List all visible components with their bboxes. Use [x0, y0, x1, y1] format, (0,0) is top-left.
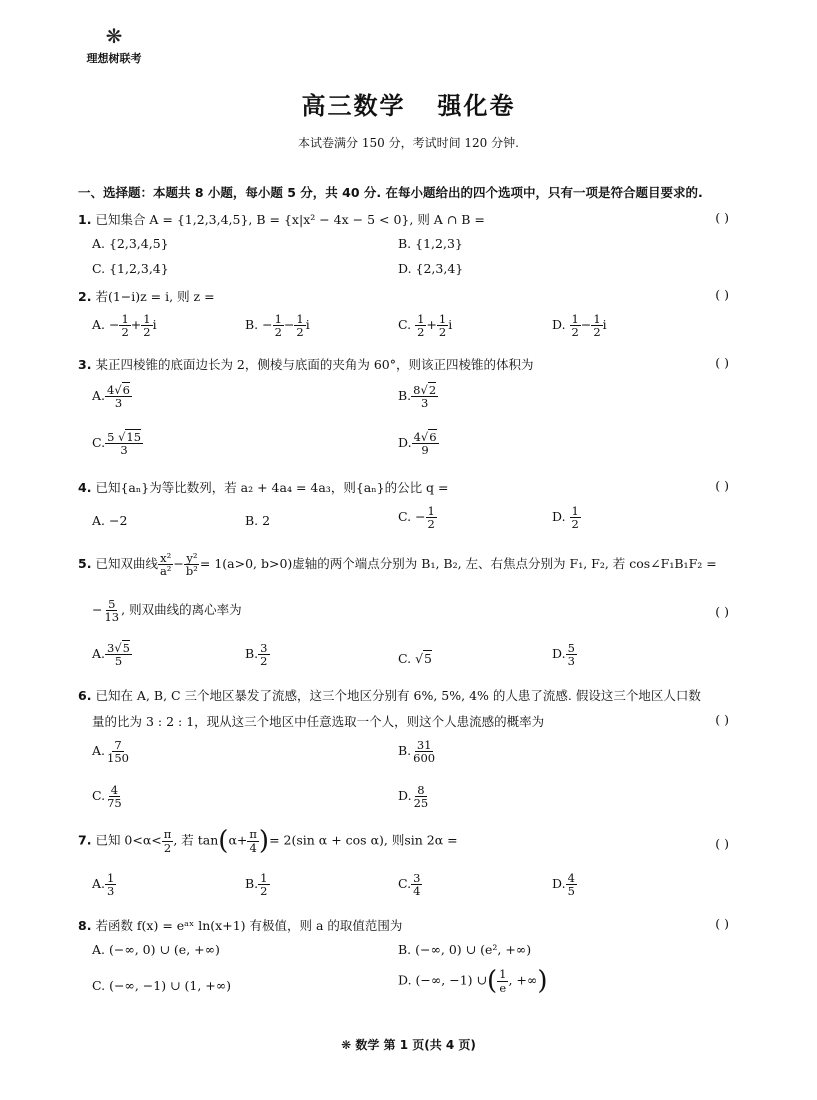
- question-5: 5. 已知双曲线 $\frac{\text{x²}}{\text{a²}}$ − $\frac{\text{y²}}{\text{b²}}$ = 1(a>0, b>0)虚轴的两个端点分别为 B₁, B₂, 左、右焦点分别为 F₁, F₂, 若 cos∠F₁B₁F₂ =: [78, 551, 717, 579]
- option-d: D. $\frac{8}{25}$: [398, 783, 429, 811]
- option-a: A. $\frac{7}{150}$: [92, 738, 129, 766]
- option-b: B. 2: [245, 513, 271, 528]
- option-a: A. $\frac{1}{3}$: [92, 871, 115, 899]
- org-name: 理想树联考: [86, 52, 142, 65]
- answer-bracket: ( ): [715, 355, 729, 370]
- answer-bracket: ( ): [715, 916, 729, 931]
- question-5-line-2: − $\frac{5}{13}$ , 则双曲线的离心率为: [92, 597, 242, 625]
- option-d: D. $\frac{5}{3}$: [552, 641, 575, 669]
- question-7: 7. 已知 0<α< $\frac{\pi}{2}$ , 若 tan(α+ $\frac{\pi}{4}$ )= 2(sin α + cos α), 则sin 2α =: [78, 826, 458, 856]
- option-c: C. $\frac{3}{4}$: [398, 871, 421, 899]
- option-b: B. $\frac{3}{2}$: [245, 641, 268, 669]
- question-text: 若(1−i)z = i, 则 z =: [95, 289, 215, 304]
- option-c: C. √5: [398, 651, 432, 666]
- option-b: B. $\frac{8√2}{3}$: [398, 383, 437, 411]
- question-3: [78, 355, 534, 373]
- option-d: D. $\frac{1}{2}$ − $\frac{1}{2}$ i: [552, 312, 607, 340]
- answer-bracket: ( ): [715, 478, 729, 493]
- option-b: B. $\frac{1}{2}$: [245, 871, 268, 899]
- title-type: 强化卷: [437, 91, 516, 120]
- question-number: 7.: [78, 832, 92, 848]
- option-d: D. $\frac{1}{2}$: [552, 504, 579, 532]
- logo: [78, 26, 150, 66]
- option-b: B. (−∞, 0) ∪ (e², +∞): [398, 942, 532, 957]
- question-8: [78, 916, 402, 934]
- option-c: C. − $\frac{1}{2}$: [398, 504, 435, 532]
- answer-bracket: ( ): [715, 287, 729, 302]
- question-number: 1.: [78, 212, 92, 227]
- option-a: A. (−∞, 0) ∪ (e, +∞): [92, 942, 220, 957]
- page-footer: [0, 1036, 817, 1053]
- question-1: [78, 210, 485, 228]
- page-number: 数学 第 1 页(共 4 页): [355, 1038, 476, 1052]
- option-b: B. {1,2,3}: [398, 236, 463, 251]
- tree-footer-icon: ❋: [341, 1038, 352, 1052]
- option-a: A. {2,3,4,5}: [92, 236, 169, 251]
- tree-logo-icon: ❋: [105, 24, 123, 48]
- option-c: C. $\frac{5 √15}{3}$: [92, 430, 142, 458]
- option-b: B. $\frac{31}{600}$: [398, 738, 436, 766]
- answer-bracket: ( ): [715, 836, 729, 851]
- subtitle: 本试卷满分 150 分，考试时间 120 分钟.: [298, 136, 519, 150]
- option-a: A. − $\frac{1}{2}$ + $\frac{1}{2}$ i: [92, 312, 157, 340]
- option-d: D. (−∞, −1) ∪( $\frac{1}{e}$ , +∞): [398, 966, 548, 996]
- question-number: 8.: [78, 918, 92, 933]
- question-2: [78, 287, 215, 305]
- question-text: 已知{aₙ}为等比数列，若 a₂ + 4a₄ = 4a₃，则{aₙ}的公比 q =: [95, 480, 449, 495]
- question-text: 已知在 A, B, C 三个地区暴发了流感，这三个地区分别有 6%, 5%, 4% 的人患了流感. 假设这三个地区人口数: [95, 688, 701, 703]
- question-text: 若函数 f(x) = eᵃˣ ln(x+1) 有极值，则 a 的取值范围为: [95, 918, 403, 933]
- question-number: 6.: [78, 688, 92, 703]
- option-d: D. {2,3,4}: [398, 261, 464, 276]
- title-subject: 高三数学: [301, 91, 406, 120]
- question-4: [78, 478, 449, 496]
- question-number: 4.: [78, 480, 92, 495]
- question-number: 2.: [78, 289, 92, 304]
- option-c: C. {1,2,3,4}: [92, 261, 169, 276]
- option-a: A. $\frac{3√5}{5}$: [92, 641, 130, 669]
- option-c: C. $\frac{1}{2}$ + $\frac{1}{2}$ i: [398, 312, 453, 340]
- option-c: C. (−∞, −1) ∪ (1, +∞): [92, 978, 232, 993]
- answer-bracket: ( ): [715, 712, 729, 727]
- option-d: D. $\frac{4}{5}$: [552, 871, 575, 899]
- option-d: D. $\frac{4√6}{9}$: [398, 430, 437, 458]
- question-number: 5.: [78, 556, 92, 572]
- page-title: [0, 86, 817, 121]
- question-text: 已知集合 A = {1,2,3,4,5}, B = {x|x² − 4x − 5 < 0}, 则 A ∩ B =: [95, 212, 485, 227]
- option-a: A. $\frac{4√6}{3}$: [92, 383, 130, 411]
- question-number: 3.: [78, 357, 92, 372]
- section-heading: 一、选择题：本题共 8 小题，每小题 5 分，共 40 分. 在每小题给出的四个选项中，只有一项是符合题目要求的.: [78, 185, 703, 200]
- option-c: C. $\frac{4}{75}$: [92, 783, 122, 811]
- option-b: B. − $\frac{1}{2}$ − $\frac{1}{2}$ i: [245, 312, 310, 340]
- question-6: [78, 686, 701, 704]
- question-6-line-2: 量的比为 3 : 2 : 1，现从这三个地区中任意选取一个人，则这个人患流感的概率为: [92, 714, 545, 729]
- answer-bracket: ( ): [715, 604, 729, 619]
- option-a: A. −2: [92, 513, 128, 528]
- question-text: 某正四棱锥的底面边长为 2，侧棱与底面的夹角为 60°，则该正四棱锥的体积为: [95, 357, 534, 372]
- answer-bracket: ( ): [715, 210, 729, 225]
